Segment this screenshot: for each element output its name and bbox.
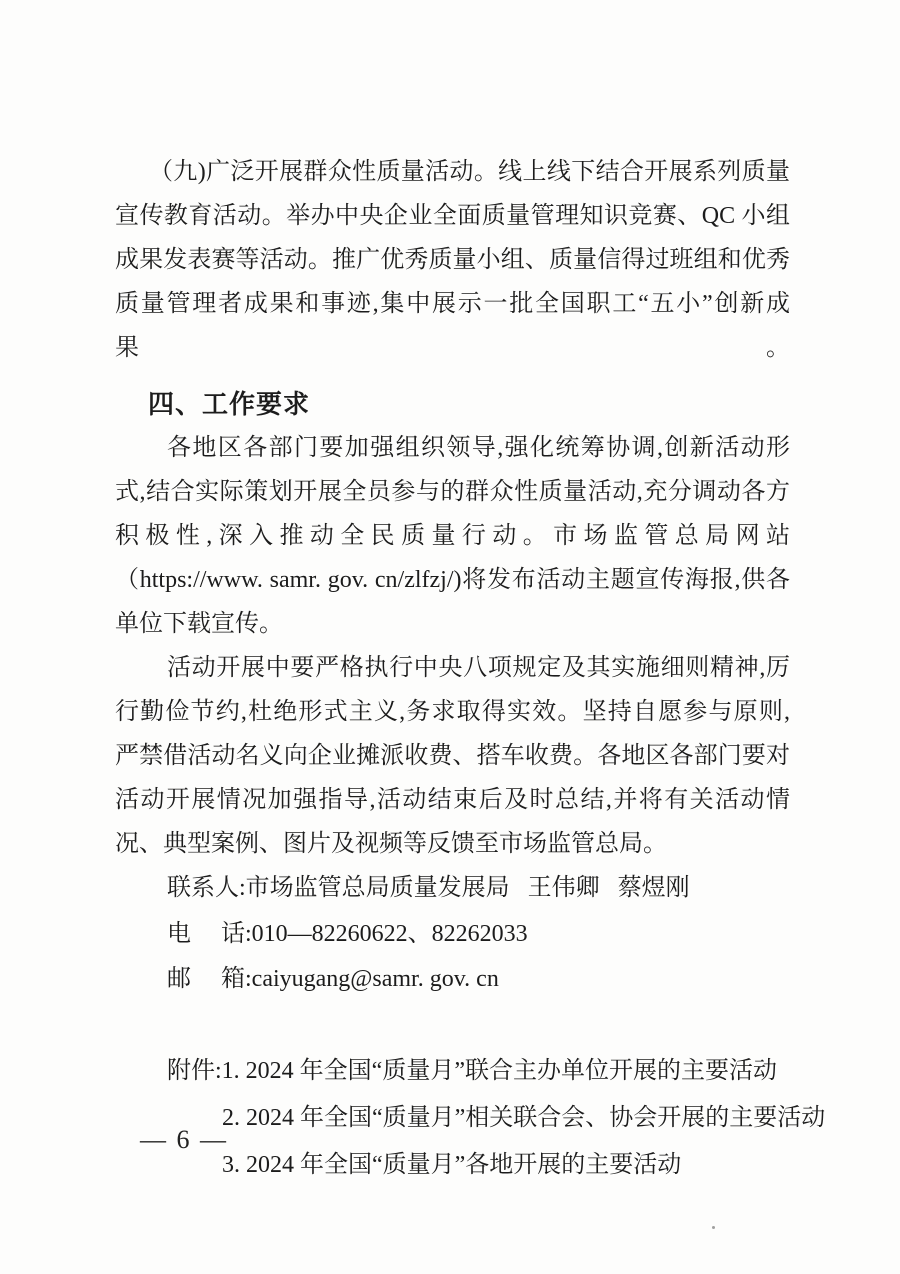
paragraph-requirements-2 [115, 646, 790, 866]
text-line: 活动开展情况加强指导,活动结束后及时总结,并将有关活动情 [115, 787, 790, 813]
contact-block [115, 866, 790, 1003]
contact-email-line: 邮 箱:caiyugang@samr. gov. cn [167, 966, 499, 992]
text-line: 活动开展中要严格执行中央八项规定及其实施细则精神,厉 [167, 655, 790, 681]
text-line: 宣传教育活动。举办中央企业全面质量管理知识竞赛、QC 小组 [115, 203, 790, 229]
contact-phone-line: 电 话:010—82260622、82262033 [167, 920, 528, 947]
section-heading-work-requirements: 四、工作要求 [148, 389, 311, 419]
attachment-item-2: 2. 2024 年全国“质量月”相关联合会、协会开展的主要活动 [222, 1104, 826, 1131]
text-line: （九)广泛开展群众性质量活动。线上线下结合开展系列质量 [149, 159, 790, 185]
contact-person-line: 联系人:市场监管总局质量发展局 王伟卿 蔡煜刚 [167, 875, 690, 901]
scan-speck [712, 1226, 715, 1229]
text-line: 质量管理者成果和事迹,集中展示一批全国职工“五小”创新成果。 [115, 291, 790, 361]
text-line: 各地区各部门要加强组织领导,强化统筹协调,创新活动形 [167, 435, 790, 461]
attachment-item-3: 3. 2024 年全国“质量月”各地开展的主要活动 [222, 1151, 682, 1178]
text-line: 单位下载宣传。 [115, 611, 283, 637]
text-line: （https://www. samr. gov. cn/zlfzj/)将发布活动主题宣传海报,供各 [115, 567, 790, 593]
paragraph-item-9 [115, 150, 790, 370]
text-line: 行勤俭节约,杜绝形式主义,务求取得实效。坚持自愿参与原则, [115, 699, 790, 725]
text-line: 成果发表赛等活动。推广优秀质量小组、质量信得过班组和优秀 [115, 247, 790, 273]
text-line: 严禁借活动名义向企业摊派收费、搭车收费。各地区各部门要对 [115, 743, 790, 769]
text-line: 况、典型案例、图片及视频等反馈至市场监管总局。 [115, 831, 667, 857]
attachment-item-1: 附件:1. 2024 年全国“质量月”联合主办单位开展的主要活动 [167, 1057, 777, 1084]
paragraph-requirements-1 [115, 426, 790, 646]
text-line: 积极性,深入推动全民质量行动。市场监管总局网站 [115, 523, 790, 549]
page-number: — 6 — [140, 1125, 228, 1154]
document-body [115, 150, 826, 1189]
text-line: 式,结合实际策划开展全员参与的群众性质量活动,充分调动各方 [115, 479, 790, 505]
attachments-list [115, 1048, 826, 1189]
